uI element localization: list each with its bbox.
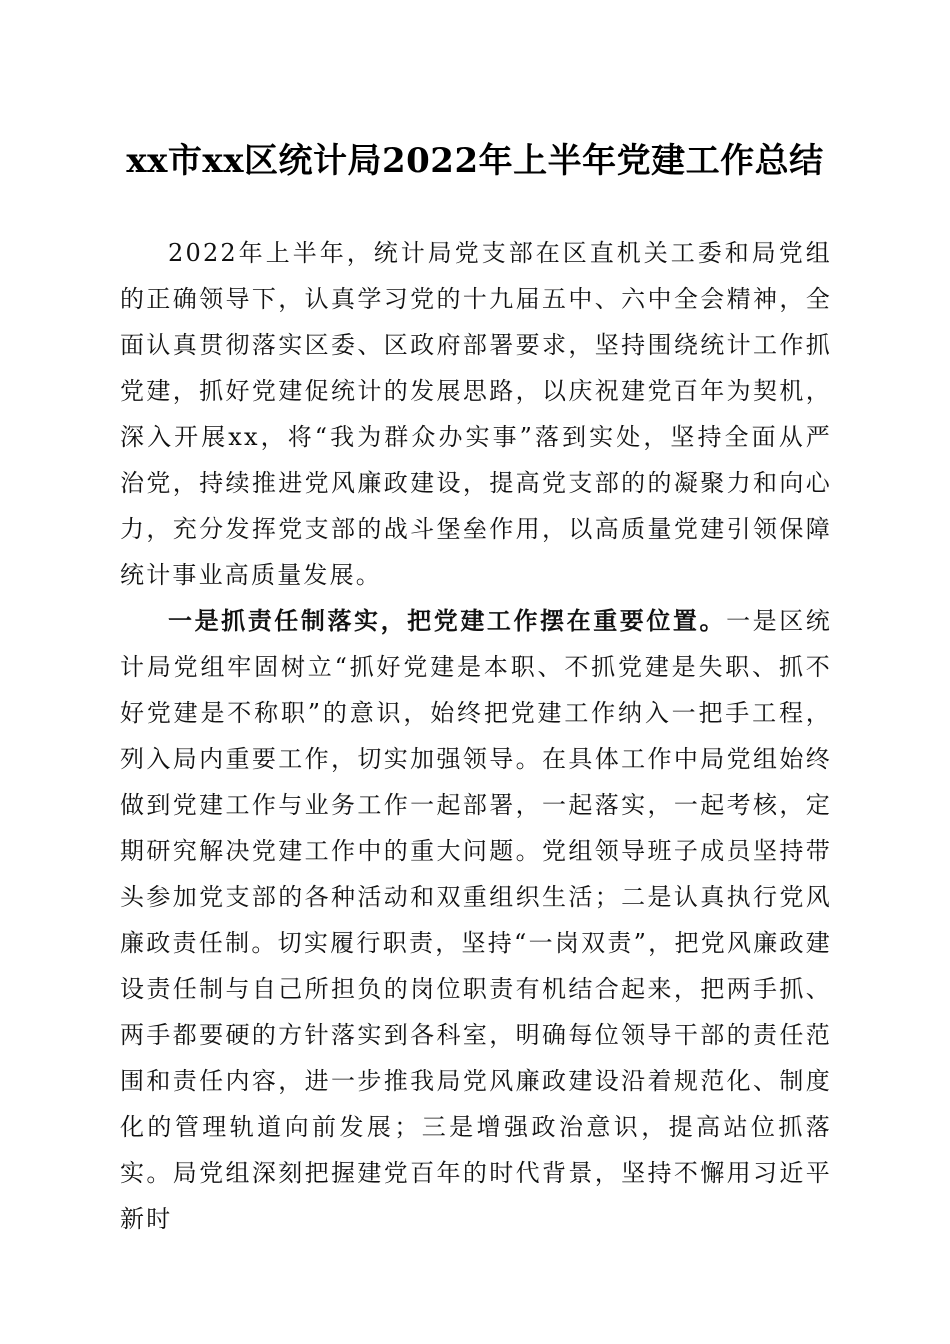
document-body — [120, 230, 832, 1242]
paragraph-intro — [120, 230, 832, 598]
paragraph-responsibility — [120, 598, 832, 1242]
document-title: xx市xx区统计局2022年上半年党建工作总结 — [126, 141, 824, 181]
paragraph-heading: 一是抓责任制落实，把党建工作摆在重要位置。 — [168, 606, 727, 635]
paragraph-intro-text: 2022年上半年，统计局党支部在区直机关工委和局党组的正确领导下，认真学习党的十九届五中、六中全会精神，全面认真贯彻落实区委、区政府部署要求，坚持围绕统计工作抓党建，抓好党建促统计的发展思路，以庆祝建党百年为契机，深入开展xx，将“我为群众办实事”落到实处，坚持全面从严治党，持续推进党风廉政建设，提高党支部的的凝聚力和向心力，充分发挥党支部的战斗堡垒作用，以高质量党建引领保障统计事业高质量发展。 — [120, 239, 832, 589]
paragraph-responsibility-text: 一是区统计局党组牢固树立“抓好党建是本职、不抓党建是失职、抓不好党建是不称职”的意识，始终把党建工作纳入一把手工程，列入局内重要工作，切实加强领导。在具体工作中局党组始终做到党建工作与业务工作一起部署，一起落实，一起考核，定期研究解决党建工作中的重大问题。党组领导班子成员坚持带头参加党支部的各种活动和双重组织生活；二是认真执行党风廉政责任制。切实履行职责，坚持“一岗双责”，把党风廉政建设责任制与自己所担负的岗位职责有机结合起来，把两手抓、两手都要硬的方针落实到各科室，明确每位领导干部的责任范围和责任内容，进一步推我局党风廉政建设沿着规范化、制度化的管理轨道向前发展；三是增强政治意识，提高站位抓落实。局党组深刻把握建党百年的时代背景，坚持不懈用习近平新时 — [120, 607, 832, 1233]
